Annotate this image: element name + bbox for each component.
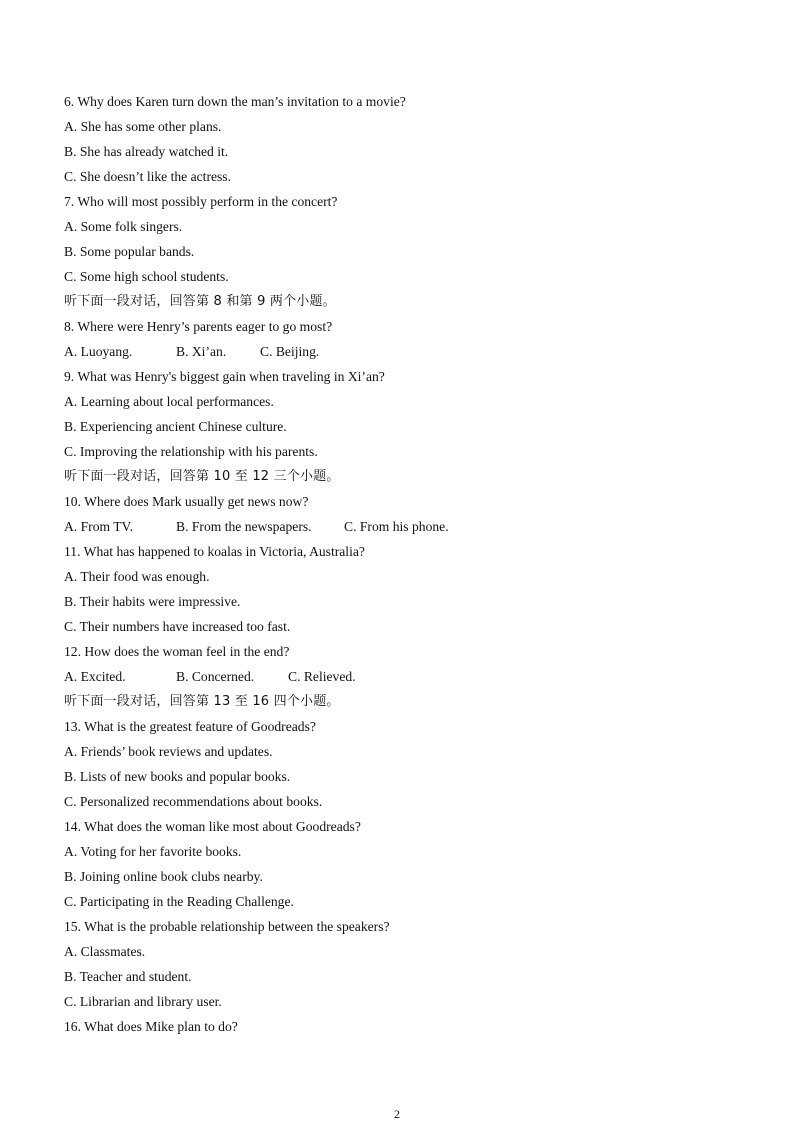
- option-9a: A. Learning about local performances.: [64, 394, 274, 409]
- option-8b: B. Xi’an.: [176, 344, 227, 359]
- option-13c: C. Personalized recommendations about books.: [64, 794, 323, 809]
- option-12b: B. Concerned.: [176, 669, 255, 684]
- question-12: 12. How does the woman feel in the end?: [64, 644, 290, 659]
- option-12c: C. Relieved.: [288, 669, 356, 684]
- option-15a: A. Classmates.: [64, 944, 146, 959]
- section-instruction-10-12: 听下面一段对话，回答第 10 至 12 三个小题。: [64, 469, 340, 484]
- option-14a: A. Voting for her favorite books.: [64, 844, 242, 859]
- option-10a: A. From TV.: [64, 519, 133, 534]
- option-7c: C. Some high school students.: [64, 269, 229, 284]
- option-10c: C. From his phone.: [344, 519, 449, 534]
- option-15c: C. Librarian and library user.: [64, 994, 222, 1009]
- option-6b: B. She has already watched it.: [64, 144, 229, 159]
- question-10: 10. Where does Mark usually get news now?: [64, 494, 309, 509]
- question-13: 13. What is the greatest feature of Goodreads?: [64, 719, 316, 734]
- option-9c: C. Improving the relationship with his parents.: [64, 444, 318, 459]
- question-16: 16. What does Mike plan to do?: [64, 1019, 238, 1034]
- section-instruction-13-16: 听下面一段对话，回答第 13 至 16 四个小题。: [64, 694, 340, 709]
- question-7: 7. Who will most possibly perform in the concert?: [64, 194, 338, 209]
- option-13b: B. Lists of new books and popular books.: [64, 769, 291, 784]
- question-9: 9. What was Henry's biggest gain when traveling in Xi’an?: [64, 369, 385, 384]
- option-15b: B. Teacher and student.: [64, 969, 192, 984]
- option-6a: A. She has some other plans.: [64, 119, 222, 134]
- option-11b: B. Their habits were impressive.: [64, 594, 241, 609]
- option-9b: B. Experiencing ancient Chinese culture.: [64, 419, 287, 434]
- option-13a: A. Friends’ book reviews and updates.: [64, 744, 273, 759]
- option-7b: B. Some popular bands.: [64, 244, 195, 259]
- options-row-12: [64, 664, 744, 689]
- option-8c: C. Beijing.: [260, 344, 320, 359]
- option-6c: C. She doesn’t like the actress.: [64, 169, 231, 184]
- option-11c: C. Their numbers have increased too fast.: [64, 619, 291, 634]
- question-14: 14. What does the woman like most about Goodreads?: [64, 819, 361, 834]
- option-14c: C. Participating in the Reading Challenge.: [64, 894, 294, 909]
- option-14b: B. Joining online book clubs nearby.: [64, 869, 263, 884]
- option-8a: A. Luoyang.: [64, 344, 133, 359]
- option-11a: A. Their food was enough.: [64, 569, 210, 584]
- options-row-10: [64, 514, 744, 539]
- option-10b: B. From the newspapers.: [176, 519, 312, 534]
- section-instruction-8-9: 听下面一段对话，回答第 8 和第 9 两个小题。: [64, 294, 336, 309]
- question-15: 15. What is the probable relationship between the speakers?: [64, 919, 390, 934]
- question-11: 11. What has happened to koalas in Victoria, Australia?: [64, 544, 365, 559]
- option-12a: A. Excited.: [64, 669, 126, 684]
- page-number: 2: [394, 1107, 400, 1121]
- question-8: 8. Where were Henry’s parents eager to go most?: [64, 319, 333, 334]
- question-list: [64, 89, 744, 1039]
- option-7a: A. Some folk singers.: [64, 219, 183, 234]
- question-6: 6. Why does Karen turn down the man’s invitation to a movie?: [64, 94, 406, 109]
- options-row-8: [64, 339, 744, 364]
